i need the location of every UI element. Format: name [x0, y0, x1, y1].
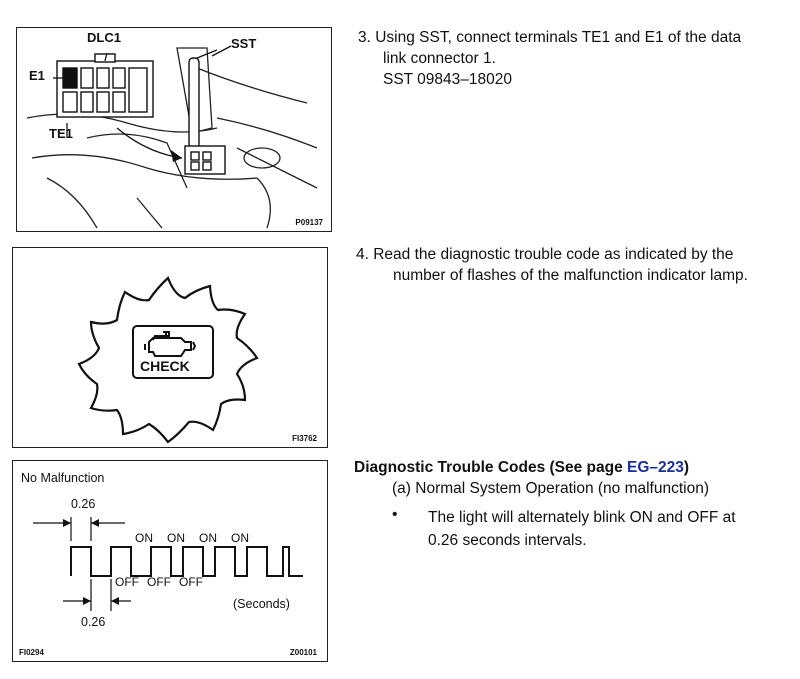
bullet-line-1: The light will alternately blink ON and OFF at: [428, 509, 736, 526]
step-4-text: [356, 244, 748, 286]
figure-id: FI3762: [292, 434, 317, 443]
check-lamp-illustration: [13, 248, 329, 449]
period-label-bottom: 0.26: [81, 615, 106, 629]
off-label: OFF: [115, 575, 139, 589]
dtc-heading-suffix: ): [683, 459, 690, 476]
on-label: ON: [199, 531, 217, 545]
figure-id-left: FI0294: [19, 648, 44, 657]
step-3-line-2: link connector 1.: [383, 50, 496, 67]
period-label-top: 0.26: [71, 497, 96, 511]
figure-waveform: [12, 460, 328, 662]
step-4-line-1: 4. Read the diagnostic trouble code as indicated by the: [356, 246, 734, 263]
sst-label: SST: [231, 36, 257, 51]
off-label: OFF: [147, 575, 171, 589]
sub-item-a: (a) Normal System Operation (no malfunction): [392, 480, 710, 497]
step-3-line-1: 3. Using SST, connect terminals TE1 and E1 of the data: [358, 29, 742, 46]
te1-label: TE1: [49, 126, 73, 141]
on-label: ON: [167, 531, 185, 545]
waveform-title: No Malfunction: [21, 471, 105, 485]
step-3-text: [358, 27, 741, 90]
dlc1-connector: [57, 54, 153, 117]
bullet-text: [428, 506, 788, 552]
dtc-heading: [354, 457, 689, 478]
dtc-heading-prefix: Diagnostic Trouble Codes (See page: [354, 459, 628, 476]
page-link-eg-223[interactable]: EG–223: [627, 459, 684, 476]
on-label: ON: [135, 531, 153, 545]
figure-check-lamp: [12, 247, 328, 448]
waveform-diagram: [13, 461, 329, 663]
check-label: CHECK: [140, 358, 190, 374]
bullet-line-2: 0.26 seconds intervals.: [428, 532, 587, 549]
sst-number: SST 09843–18020: [383, 71, 512, 88]
on-label: ON: [231, 531, 249, 545]
figure-id-right: Z00101: [289, 648, 317, 657]
dlc1-label: DLC1: [87, 30, 121, 45]
blink-waveform: [71, 547, 303, 576]
units-label: (Seconds): [233, 597, 290, 611]
figure-id: P09137: [295, 218, 323, 227]
bullet-marker: •: [392, 506, 398, 523]
step-4-line-2: number of flashes of the malfunction indicator lamp.: [393, 267, 748, 284]
figure-dlc-connector: [16, 27, 332, 232]
e1-label: E1: [29, 68, 45, 83]
off-label: OFF: [179, 575, 203, 589]
